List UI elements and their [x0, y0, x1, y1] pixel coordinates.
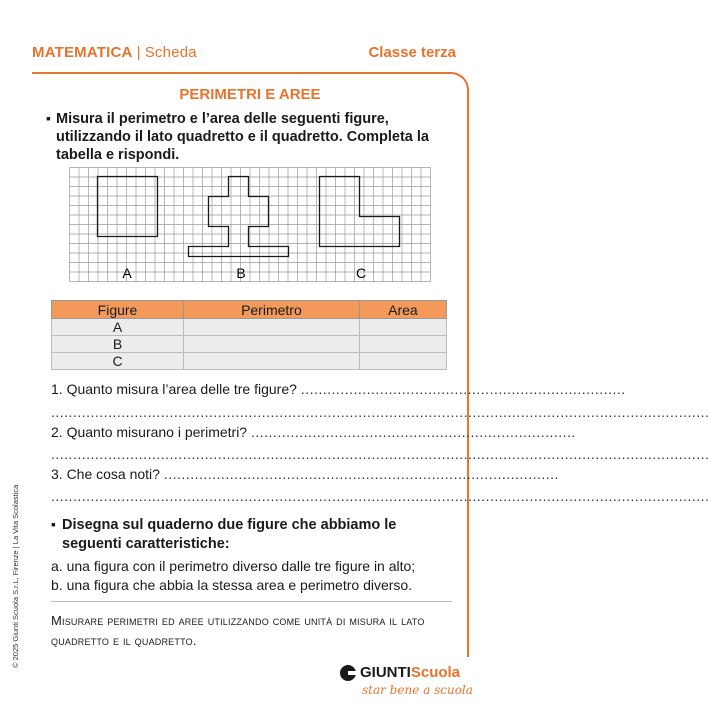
question-2-text: 2. Quanto misurano i perimetri? — [51, 424, 248, 440]
grid-svg — [69, 167, 430, 287]
question-3-text: 3. Che cosa noti? — [51, 466, 160, 482]
area-cell[interactable] — [359, 353, 446, 370]
header-separator: | — [136, 44, 141, 61]
question-1 — [51, 381, 626, 397]
answer-line[interactable] — [51, 404, 449, 420]
table-row — [52, 336, 447, 353]
subject-label — [32, 44, 197, 61]
table-row — [52, 353, 447, 370]
perimetro-cell[interactable] — [184, 353, 360, 370]
footer-note: Misurare perimetri ed aree utilizzando come unità di misura il lato quadretto e il quadretto. — [51, 613, 425, 648]
perimetro-cell[interactable] — [184, 336, 360, 353]
page-header — [32, 44, 456, 66]
answer-line[interactable]: .......................................................................... — [300, 381, 626, 397]
option-a: a. una figura con il perimetro diverso dalle tre figure in alto; — [51, 558, 416, 574]
publisher-logo — [340, 664, 473, 704]
logo-name-part1: GIUNTI — [360, 664, 411, 681]
table-header-row — [52, 301, 447, 319]
answer-line[interactable] — [51, 446, 449, 462]
figure-b-shape — [189, 177, 289, 257]
figure-c-shape — [320, 177, 400, 247]
divider — [51, 601, 452, 602]
header-perimetro: Perimetro — [184, 301, 360, 319]
answer-line[interactable]: .......................................................................... — [250, 424, 576, 440]
task2-options — [51, 557, 451, 595]
row-label: B — [52, 336, 184, 353]
logo-name — [360, 664, 460, 681]
subject-name: MATEMATICA — [32, 44, 133, 61]
header-area: Area — [359, 301, 446, 319]
bullet-icon: ▪ — [46, 110, 51, 126]
area-cell[interactable] — [359, 336, 446, 353]
question-1-text: 1. Quanto misura l’area delle tre figure? — [51, 381, 297, 397]
giunti-logo-icon — [340, 665, 356, 681]
perimetro-cell[interactable] — [184, 319, 360, 336]
logo-name-part2: Scuola — [410, 664, 461, 681]
sheet-label: Scheda — [144, 44, 197, 61]
task2-text: Disegna sul quaderno due figure che abbiamo le seguenti caratteristiche: — [62, 517, 397, 552]
copyright-text: © 2025 Giunti Scuola S.r.L, Firenze | La Vita Scolastica — [11, 484, 20, 668]
question-2 — [51, 424, 576, 440]
bullet-icon: ▪ — [51, 516, 56, 532]
results-table — [51, 300, 447, 370]
table-row — [52, 319, 447, 336]
worksheet-title: PERIMETRI E AREE — [179, 86, 321, 103]
figure-a-shape — [98, 177, 158, 237]
figure-label-a: A — [122, 265, 132, 281]
row-label: C — [52, 353, 184, 370]
logo-tagline: star bene a scuola — [362, 683, 473, 697]
grade-label: Classe terza — [368, 44, 456, 61]
figures-grid — [69, 167, 430, 292]
header-figure: Figure — [52, 301, 184, 319]
figure-label-c: C — [355, 265, 367, 281]
question-3 — [51, 466, 559, 482]
answer-line[interactable] — [51, 488, 449, 504]
area-cell[interactable] — [359, 319, 446, 336]
figure-label-b: B — [236, 265, 246, 281]
answer-line[interactable]: .......................................................................................... — [163, 466, 559, 482]
instruction-text: Misura il perimetro e l’area delle seguenti figure, utilizzando il lato quadretto e il quadretto. Completa la tabella e rispondi. — [56, 111, 429, 163]
option-b: b. una figura che abbia la stessa area e perimetro diverso. — [51, 577, 413, 593]
row-label: A — [52, 319, 184, 336]
